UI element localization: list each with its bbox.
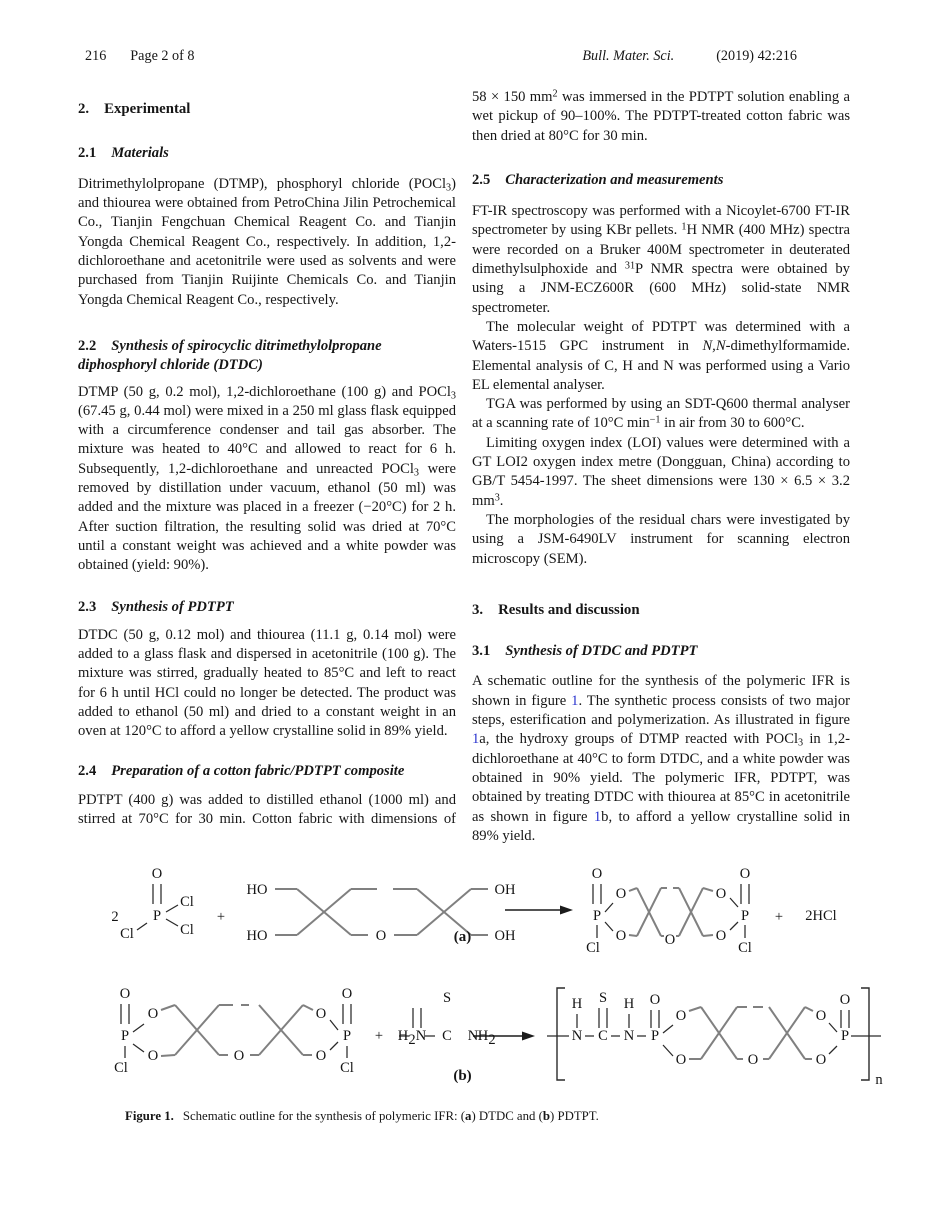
svg-text:O: O (839, 992, 851, 1008)
svg-text:P: P (342, 1028, 352, 1044)
scheme-a-label: (a) (453, 929, 472, 945)
svg-text:2: 2 (111, 909, 119, 925)
svg-text:Cl: Cl (586, 940, 600, 954)
subsection-heading-synthesis-pdtpt: 2.3 Synthesis of PDTPT (78, 598, 234, 615)
paragraph-molecular-weight: The molecular weight of PDTPT was determined with a Waters-1515 GPC instrument in N,N-dimethylformamide. Elemental analysis of C, H and N was performed using a Vario EL elemental analyser. (472, 318, 850, 393)
paragraph-synthesis-dtdc: DTMP (50 g, 0.2 mol), 1,2-dichloroethane (100 g) and POCl$_3$ (67.45 g, 0.44 mol) were mixed in a 250 ml glass flask equipped with a circumference condenser and tail gas absorber. The mixture was heated to 40°C and allowed to react for 6 h. Subsequently, 1,2-dichloroethane and unreacted POCl$_3$ were removed by distillation under vacuum, ethanol (50 ml) was added and the mixture was placed in a freezer (−20°C) for 2 h. After suction filtration, the resulting solid was dried at 70°C until a constant weight was achieved and a white powder was obtained (yield: 90%). (78, 383, 456, 574)
journal-name: Bull. Mater. Sci. (582, 48, 675, 64)
svg-text:+: + (216, 909, 226, 925)
svg-text:H: H (571, 996, 583, 1012)
svg-text:O: O (615, 928, 627, 944)
svg-text:H: H (623, 996, 635, 1012)
svg-text:O: O (119, 986, 131, 1002)
svg-text:H: H (397, 1028, 409, 1044)
svg-text:Cl: Cl (340, 1060, 354, 1076)
paragraph-synthesis-pdtpt: DTDC (50 g, 0.12 mol) and thiourea (11.1 g, 0.14 mol) were added to a glass flask and dispersed in acetonitrile (100 g). The mixture was stirred, gradually heated to 85°C and left to react for 6 h until HCl could no longer be detected. The product was added to ethanol (50 ml) and dried to a constant weight in an oven at 120°C to afford a yellow crystalline solid in 89% yield. (78, 626, 456, 740)
section-heading-experimental: 2. Experimental (78, 101, 191, 118)
svg-text:O: O (615, 886, 627, 902)
svg-text:N: N (571, 1028, 583, 1044)
svg-text:O: O (675, 1052, 687, 1068)
paragraph-sem: The morphologies of the residual chars were investigated by using a JSM-6490LV instrument for scanning electron microscopy (SEM). (472, 511, 850, 567)
svg-text:N: N (467, 1028, 479, 1044)
svg-text:O: O (815, 1008, 827, 1024)
svg-text:O: O (815, 1052, 827, 1068)
subsection-heading-synthesis-results: 3.1 Synthesis of DTDC and PDTPT (472, 643, 698, 660)
left-column (78, 88, 456, 829)
svg-text:O: O (715, 928, 727, 944)
svg-text:OH: OH (494, 928, 516, 944)
paragraph-tga: TGA was performed by using an SDT-Q600 thermal analyser at a scanning rate of 10°C $\min^{-1}$ in air from 30 to 600°C. (472, 396, 850, 432)
subsection-heading-synthesis-dtdc: 2.2 Synthesis of spirocyclic ditrimethylolpropane diphosphoryl chloride (DTDC) (78, 337, 382, 374)
svg-text:O: O (664, 932, 676, 948)
svg-text:N: N (623, 1028, 635, 1044)
svg-text:HO: HO (246, 928, 268, 944)
svg-text:P: P (740, 908, 750, 924)
svg-text:Cl: Cl (738, 940, 752, 954)
reaction-arrowhead-b (522, 1032, 535, 1041)
svg-text:2: 2 (408, 1032, 416, 1048)
svg-text:H: H (477, 1028, 489, 1044)
svg-text:O: O (747, 1052, 759, 1068)
page-info: Page 2 of 8 (130, 48, 195, 64)
svg-text:P: P (650, 1028, 660, 1044)
svg-text:O: O (649, 992, 661, 1008)
svg-text:S: S (598, 990, 608, 1006)
svg-text:N: N (415, 1028, 427, 1044)
svg-text:C: C (442, 1028, 452, 1044)
figure-ref-link[interactable]: 1 (571, 692, 579, 709)
right-column (472, 88, 850, 846)
svg-text:P: P (840, 1028, 850, 1044)
section-heading-results: 3. Results and discussion (472, 601, 640, 618)
paragraph-cotton-composite-continued: 58 × 150 $mm^2$ was immersed in the PDTPT solution enabling a wet pickup of 90–100%. The PDTPT-treated cotton fabric was then dried at 80°C for 30 min. (472, 88, 850, 144)
figure-ref-link[interactable]: 1 (472, 731, 480, 748)
subsection-heading-characterization: 2.5 Characterization and measurements (472, 171, 724, 188)
paragraph-cotton-composite: PDTPT (400 g) was added to distilled ethanol (1000 ml) and stirred at 70°C for 30 min. Cotton fabric with dimensions of (78, 791, 456, 828)
svg-text:HO: HO (246, 882, 268, 898)
svg-text:O: O (591, 866, 603, 882)
svg-text:O: O (151, 866, 163, 882)
svg-text:Cl: Cl (114, 1060, 128, 1076)
subsection-heading-cotton-composite: 2.4 Preparation of a cotton fabric/PDTPT composite (78, 762, 405, 779)
svg-text:2HCl: 2HCl (805, 908, 837, 924)
svg-text:OH: OH (494, 882, 516, 898)
svg-text:O: O (715, 886, 727, 902)
svg-text:O: O (233, 1048, 245, 1064)
svg-text:O: O (315, 1006, 327, 1022)
polymer-bracket-left (557, 988, 565, 1080)
svg-text:P: P (592, 908, 602, 924)
svg-text:O: O (675, 1008, 687, 1024)
svg-text:C: C (598, 1028, 608, 1044)
issue-info: (2019) 42:216 (716, 48, 797, 64)
paragraph-spectroscopy: FT-IR spectroscopy was performed with a Nicoylet-6700 FT-IR spectrometer by using KBr pellets. $^1$H NMR (400 MHz) spectra were recorded on a Bruker 400M spectrometer in deuterated dimethylsulphoxide and $^{31}$P NMR spectra were obtained by using a JNM-ECZ600R (600 MHz) solid-state NMR spectrometer. (472, 203, 850, 316)
svg-text:O: O (375, 928, 387, 944)
svg-text:S: S (442, 990, 452, 1006)
svg-text:O: O (341, 986, 353, 1002)
svg-text:O: O (147, 1048, 159, 1064)
svg-text:n: n (875, 1072, 883, 1088)
paragraph-synthesis-discussion: A schematic outline for the synthesis of the polymeric IFR is shown in figure 1. The synthetic process consists of two major steps, esterification and polymerization. As illustrated in figure 1a, the hydroxy groups of DTMP reacted with POCl$_3$ in 1,2-dichloroethane at 40°C to form DTDC, and a white powder was obtained in 90% yield. The polymeric IFR, PDTPT, was obtained by treating DTDC with thiourea at 85°C in acetonitrile as shown in figure 1b, to afford a yellow crystalline solid in 89% yield. (472, 673, 850, 844)
svg-text:O: O (315, 1048, 327, 1064)
figure-ref-link[interactable]: 1 (593, 808, 602, 825)
svg-text:+: + (774, 909, 784, 925)
svg-text:Cl: Cl (180, 922, 194, 938)
paragraph-loi: Limiting oxygen index (LOI) values were determined with a GT LOI2 oxygen index metre (Dongguan, China) according to GB/T 5454-1997. The sheet dimensions were 130 × 6.5 × 3.2 $mm^3$. (472, 434, 850, 509)
scheme-b-label: (b) (453, 1068, 472, 1084)
svg-text:P: P (120, 1028, 130, 1044)
svg-text:Cl: Cl (180, 894, 194, 910)
page-header (85, 48, 797, 65)
figure-caption: Figure 1. Schematic outline for the synthesis of polymeric IFR: (a) DTDC and (b) PDTPT. (125, 1109, 599, 1123)
reaction-arrowhead-a (560, 906, 573, 915)
svg-text:2: 2 (488, 1032, 496, 1048)
svg-text:Cl: Cl (120, 926, 134, 942)
paragraph-materials: Ditrimethylolpropane (DTMP), phosphoryl chloride (POCl$_3$) and thiourea were obtained from PetroChina Jilin Petrochemical Co., Tianjin Fengchuan Chemical Reagent Co. and Tianjin Yongda Chemical Reagent Co., respectively. In addition, 1,2-dichloroethane and acetonitrile were used as solvents and were purchased from Tianjin Ruijinte Chemicals Co. and Tianjin Yongda Chemical Reagent Co., respectively. (78, 175, 456, 308)
subsection-heading-materials: 2.1 Materials (78, 144, 169, 161)
svg-text:O: O (739, 866, 751, 882)
polymer-bracket-right (861, 988, 869, 1080)
svg-text:+: + (374, 1028, 384, 1044)
article-number: 216 (85, 48, 107, 64)
svg-text:P: P (152, 908, 162, 924)
svg-text:O: O (147, 1006, 159, 1022)
